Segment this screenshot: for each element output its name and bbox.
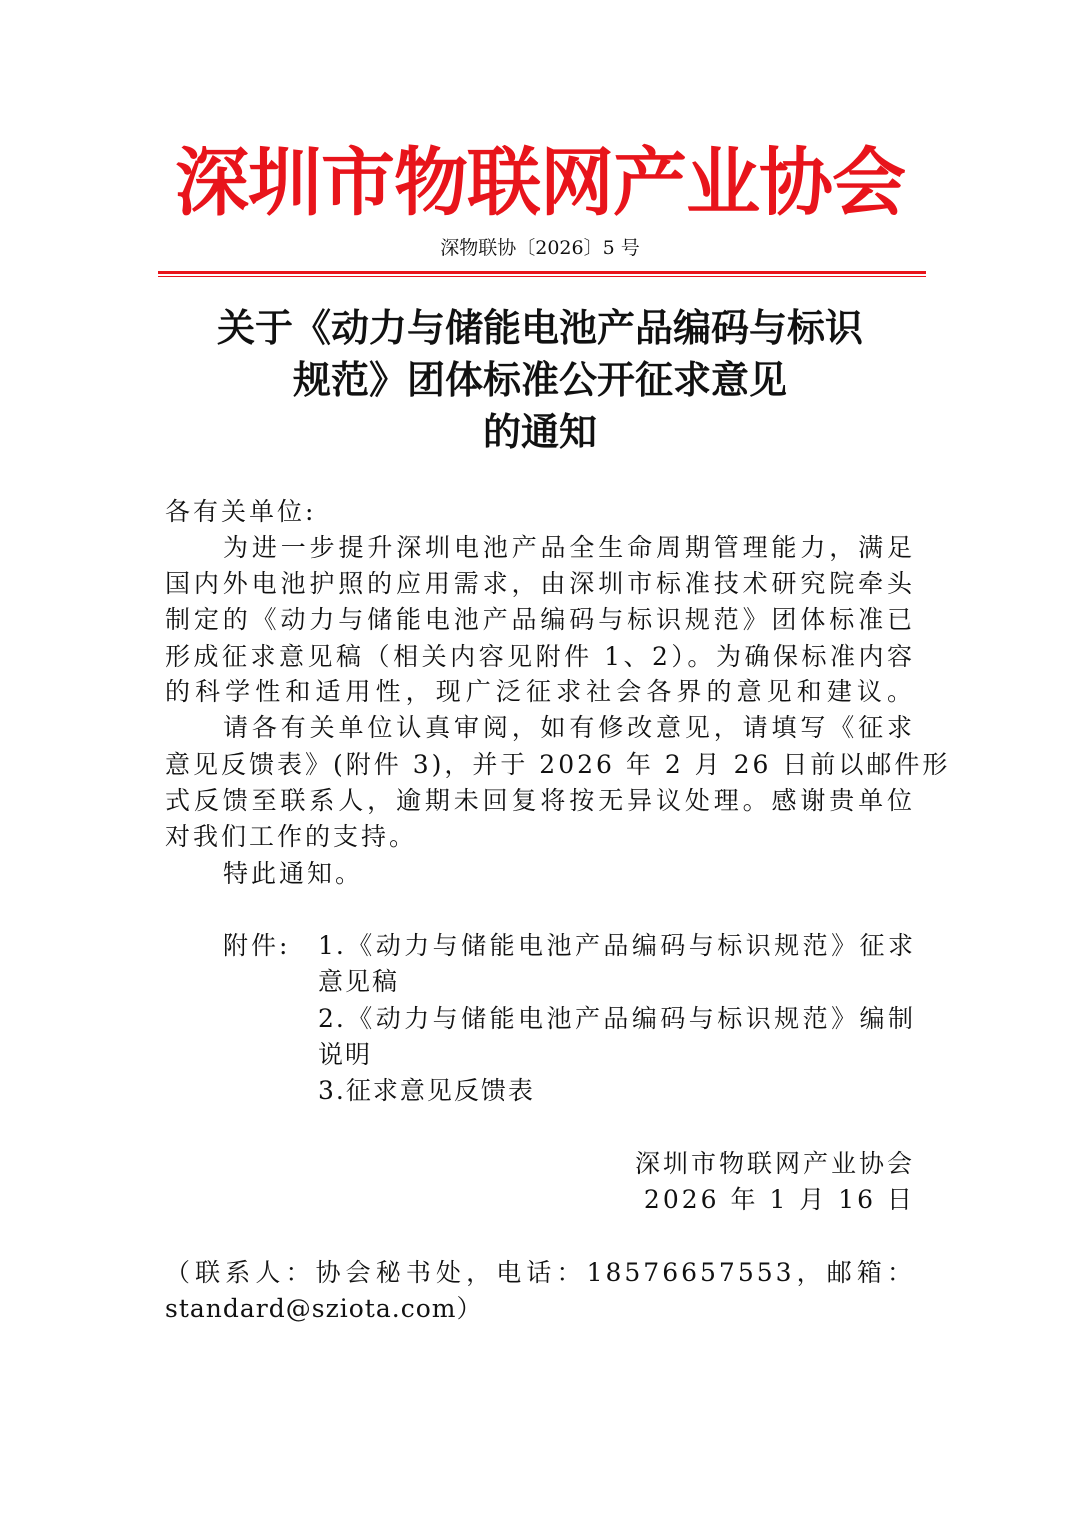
attachment-item: 3.征求意见反馈表 (318, 1076, 535, 1105)
salutation: 各有关单位: (165, 497, 317, 526)
title-line: 规范》团体标准公开征求意见 (292, 357, 787, 402)
title-line: 的通知 (482, 409, 597, 454)
header-divider (158, 271, 926, 274)
org-letterhead: 深圳市物联网产业协会 (175, 140, 905, 226)
attachment-item: 2.《动力与储能电池产品编码与标识规范》编制 (318, 1004, 915, 1033)
body-line: 国内外电池护照的应用需求，由深圳市标准技术研究院牵头 (165, 569, 915, 598)
body-line: 为进一步提升深圳电池产品全生命周期管理能力，满足 (223, 533, 915, 562)
body-line: 请各有关单位认真审阅，如有修改意见，请填写《征求 (223, 713, 915, 742)
body-line: 对我们工作的支持。 (165, 822, 418, 851)
body-line: 的科学性和适用性，现广泛征求社会各界的意见和建议。 (165, 677, 915, 706)
attachment-item-cont: 说明 (318, 1040, 373, 1069)
body-line: 式反馈至联系人，逾期未回复将按无异议处理。感谢贵单位 (165, 786, 915, 815)
title-line: 关于《动力与储能电池产品编码与标识 (216, 305, 863, 350)
attachment-item-cont: 意见稿 (318, 967, 400, 996)
attachment-item: 1.《动力与储能电池产品编码与标识规范》征求 (318, 931, 915, 960)
attachments-label: 附件: (223, 931, 291, 960)
document-number: 深物联协〔2026〕5 号 (440, 237, 640, 259)
body-line: 意见反馈表》(附件 3)，并于 2026 年 2 月 26 日前以邮件形 (165, 750, 951, 779)
contact-email: standard@sziota.com） (165, 1294, 483, 1323)
body-line: 形成征求意见稿（相关内容见附件 1、2）。为确保标准内容 (165, 642, 915, 671)
signature-org: 深圳市物联网产业协会 (634, 1149, 915, 1178)
header-divider-thin (158, 276, 926, 277)
signature-date: 2026 年 1 月 16 日 (643, 1185, 915, 1214)
closing: 特此通知。 (223, 859, 364, 888)
body-line: 制定的《动力与储能电池产品编码与标识规范》团体标准已 (165, 605, 915, 634)
contact-line: （联系人：协会秘书处，电话：18576657553，邮箱： (165, 1258, 915, 1287)
